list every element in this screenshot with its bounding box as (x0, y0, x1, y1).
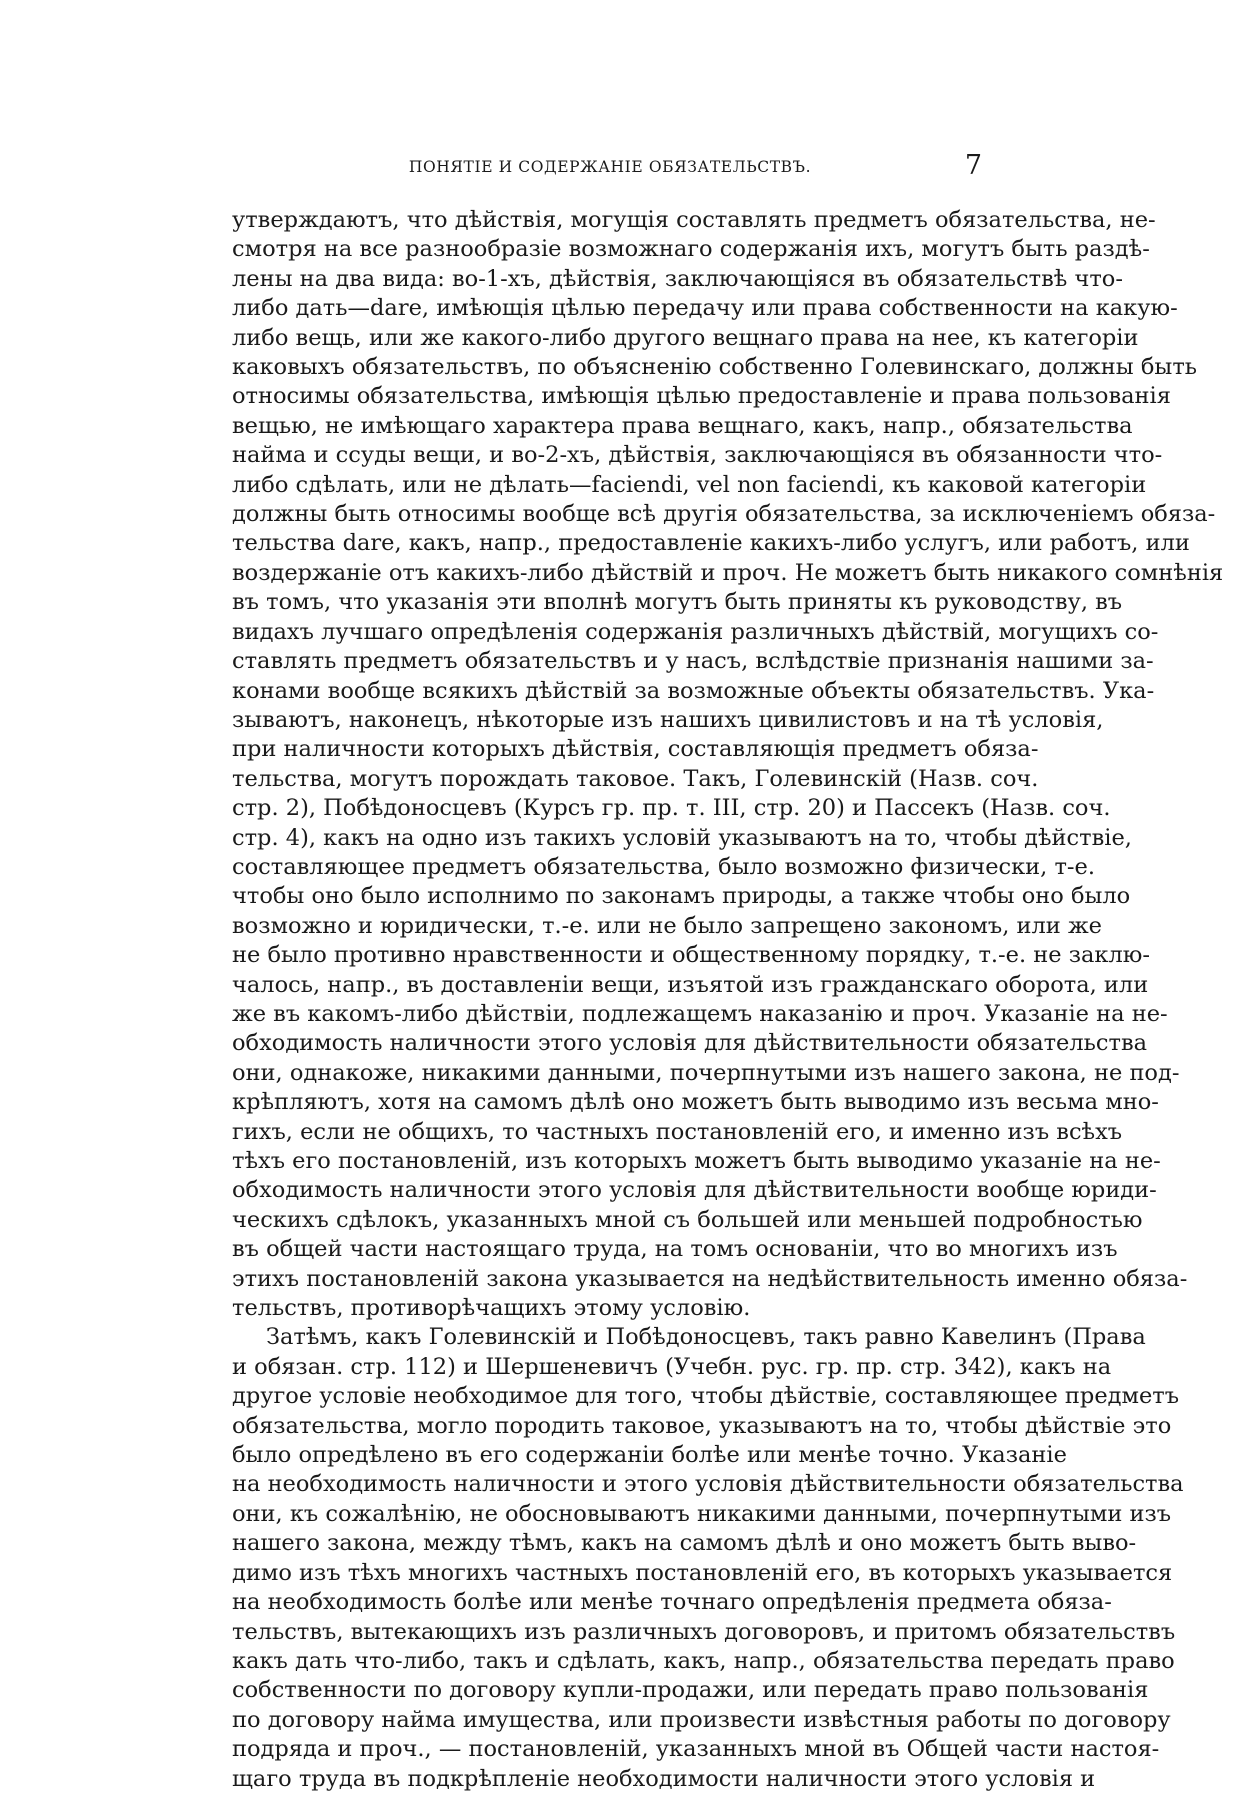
text-line: утверждаютъ, что дѣйствія, могущія составлять предметъ обязательства, не- (232, 207, 1156, 233)
text-line: этихъ постановленій закона указывается на недѣйствительность именно обяза- (232, 1265, 1188, 1292)
running-head: ПОНЯТІЕ И СОДЕРЖАНІЕ ОБЯЗАТЕЛЬСТВЪ. (408, 158, 812, 176)
text-line: относимы обязательства, имѣющія цѣлью предоставленіе и права пользованія (232, 383, 1171, 410)
text-line: чалось, напр., въ доставленіи вещи, изъятой изъ гражданскаго оборота, или (232, 971, 1149, 998)
text-line: либо дать—dare, имѣющія цѣлью передачу или права собственности на какую- (232, 295, 1178, 322)
text-line: конами вообще всякихъ дѣйствій за возможные объекты обязательствъ. Ука- (232, 677, 1155, 704)
text-line: должны быть относимы вообще всѣ другія обязательства, за исключеніемъ обяза- (232, 501, 1216, 528)
text-line: чтобы оно было исполнимо по законамъ природы, а также чтобы оно было (232, 883, 1131, 910)
text-line: на необходимость болѣе или менѣе точнаго опредѣленія предмета обяза- (232, 1589, 1112, 1616)
text-line: ческихъ сдѣлокъ, указанныхъ мной съ большей или меньшей подробностью (232, 1206, 1143, 1233)
text-line: воздержаніе отъ какихъ-либо дѣйствій и проч. Не можетъ быть никакого сомнѣнія (232, 559, 1224, 586)
page-header (232, 150, 988, 190)
text-line: тельства dare, какъ, напр., предоставленіе какихъ-либо услугъ, или работъ, или (232, 530, 1190, 557)
text-line: собственности по договору купли-продажи, или передать право пользованія (232, 1677, 1149, 1704)
text-line: смотря на все разнообразіе возможнаго содержанія ихъ, могутъ быть раздѣ- (232, 236, 1150, 263)
text-line: составляющее предметъ обязательства, было возможно физически, т-е. (232, 853, 1095, 880)
paragraph (232, 1323, 1184, 1794)
text-line: нашего закона, между тѣмъ, какъ на самомъ дѣлѣ и оно можетъ быть выво- (232, 1530, 1137, 1557)
text-line: въ томъ, что указанія эти вполнѣ могутъ быть приняты къ руководству, въ (232, 589, 1123, 616)
text-line: зываютъ, наконецъ, нѣкоторые изъ нашихъ цивилистовъ и на тѣ условія, (232, 706, 1104, 733)
page-number: 7 (964, 150, 982, 181)
text-line: лены на два вида: во-1-хъ, дѣйствія, заключающіяся въ обязательствѣ что- (232, 265, 1123, 292)
text-line: крѣпляютъ, хотя на самомъ дѣлѣ оно можетъ быть выводимо изъ весьма мно- (232, 1089, 1159, 1116)
text-line: ставлять предметъ обязательствъ и у насъ, вслѣдствіе признанія нашими за- (232, 648, 1154, 675)
text-line: они, однакоже, никакими данными, почерпнутыми изъ нашего закона, не под- (232, 1059, 1180, 1086)
text-line: какъ дать что-либо, такъ и сдѣлать, какъ, напр., обязательства передать право (232, 1647, 1175, 1674)
text-line: димо изъ тѣхъ многихъ частныхъ постановленій его, въ которыхъ указывается (232, 1559, 1173, 1586)
text-line: либо сдѣлать, или не дѣлать—faciendi, vel non faciendi, къ каковой категоріи (232, 471, 1147, 498)
text-line: либо вещь, или же какого-либо другого вещнаго права на нее, къ категоріи (232, 324, 1139, 351)
text-line: видахъ лучшаго опредѣленія содержанія различныхъ дѣйствій, могущихъ со- (232, 618, 1159, 645)
text-line: и обязан. стр. 112) и Шершеневичъ (Учебн. рус. гр. пр. стр. 342), какъ на (232, 1353, 1112, 1380)
paragraph (232, 206, 1224, 1323)
text-line: тельства, могутъ порождать таковое. Такъ, Голевинскій (Назв. соч. (232, 765, 1039, 792)
text-line: стр. 4), какъ на одно изъ такихъ условій указываютъ на то, чтобы дѣйствіе, (232, 824, 1132, 851)
text-line: вещью, не имѣющаго характера права вещнаго, какъ, напр., обязательства (232, 412, 1133, 439)
text-line: не было противно нравственности и общественному порядку, т.-е. не заклю- (232, 942, 1150, 969)
text-line: тельствъ, вытекающихъ изъ различныхъ договоровъ, и притомъ обязательствъ (232, 1618, 1176, 1645)
text-line: обходимость наличности этого условія для дѣйствительности вообще юриди- (232, 1177, 1157, 1204)
text-line: было опредѣлено въ его содержаніи болѣе или менѣе точно. Указаніе (232, 1442, 1067, 1469)
text-line: подряда и проч., — постановленій, указанныхъ мной въ Общей части настоя- (232, 1736, 1160, 1763)
text-line: щаго труда въ подкрѣпленіе необходимости наличности этого условія и (232, 1765, 1096, 1792)
body-text (232, 206, 1224, 1794)
text-line: тѣхъ его постановленій, изъ которыхъ можетъ быть выводимо указаніе на не- (232, 1148, 1161, 1174)
text-line: же въ какомъ-либо дѣйствіи, подлежащемъ наказанію и проч. Указаніе на не- (232, 1000, 1168, 1027)
text-line: Затѣмъ, какъ Голевинскій и Побѣдоносцевъ, такъ равно Кавелинъ (Права (266, 1324, 1146, 1351)
text-line: обязательства, могло породить таковое, указываютъ на то, чтобы дѣйствіе это (232, 1412, 1172, 1439)
text-line: въ общей части настоящаго труда, на томъ основаніи, что во многихъ изъ (232, 1236, 1118, 1263)
text-line: по договору найма имущества, или произвести извѣстныя работы по договору (232, 1706, 1171, 1733)
text-line: они, къ сожалѣнію, не обосновываютъ никакими данными, почерпнутыми изъ (232, 1500, 1172, 1527)
text-line: при наличности которыхъ дѣйствія, составляющія предметъ обяза- (232, 736, 1039, 763)
text-line: другое условіе необходимое для того, чтобы дѣйствіе, составляющее предметъ (232, 1383, 1180, 1410)
text-line: обходимость наличности этого условія для дѣйствительности обязательства (232, 1030, 1148, 1057)
text-line: гихъ, если не общихъ, то частныхъ постановленій его, и именно изъ всѣхъ (232, 1118, 1123, 1145)
text-line: каковыхъ обязательствъ, по объясненію собственно Голевинскаго, должны быть (232, 354, 1198, 381)
text-line: стр. 2), Побѣдоносцевъ (Курсъ гр. пр. т. III, стр. 20) и Пассекъ (Назв. соч. (232, 795, 1111, 822)
text-line: возможно и юридически, т.-е. или не было запрещено закономъ, или же (232, 912, 1102, 939)
text-line: на необходимость наличности и этого условія дѣйствительности обязательства (232, 1471, 1184, 1498)
text-line: тельствъ, противорѣчащихъ этому условію. (232, 1295, 751, 1322)
text-line: найма и ссуды вещи, и во-2-хъ, дѣйствія, заключающіяся въ обязанности что- (232, 442, 1163, 469)
